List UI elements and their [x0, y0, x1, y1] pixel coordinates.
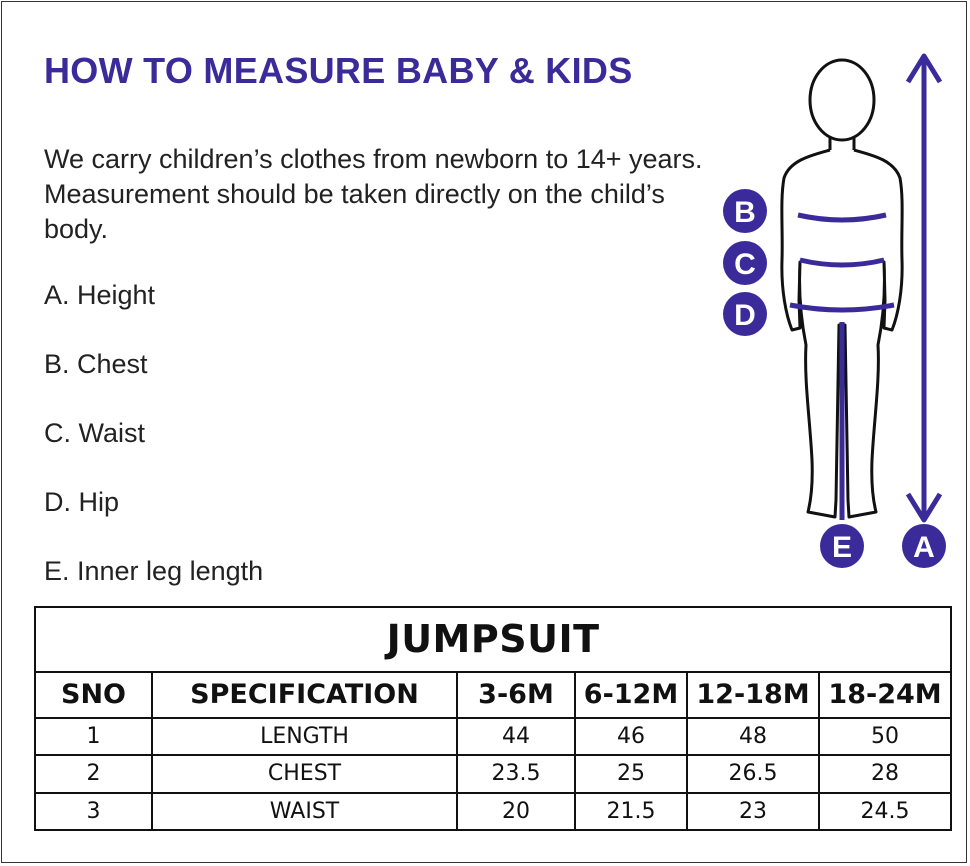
table-cell: 44	[457, 718, 575, 755]
table-row	[35, 755, 951, 792]
table-cell: 50	[819, 718, 951, 755]
table-cell: 25	[575, 755, 687, 792]
chest-line	[798, 215, 886, 220]
hip-line	[790, 305, 894, 310]
measurement-waist: C. Waist	[44, 418, 145, 448]
column-header: 3-6M	[457, 672, 575, 718]
intro-text: We carry children’s clothes from newborn to 14+ years. Measurement should be taken directly on the child’s body.	[44, 144, 703, 244]
table-header-row	[35, 672, 951, 718]
table-row	[35, 793, 951, 830]
measurement-inner-leg: E. Inner leg length	[44, 556, 264, 586]
marker-c-label: C	[734, 248, 756, 281]
column-header: SNO	[35, 672, 152, 718]
page-title: HOW TO MEASURE BABY & KIDS	[44, 50, 633, 91]
column-header: 18-24M	[819, 672, 951, 718]
table-cell: LENGTH	[152, 718, 457, 755]
column-header: 6-12M	[575, 672, 687, 718]
column-header: 12-18M	[687, 672, 819, 718]
marker-e	[820, 524, 864, 568]
marker-a-label: A	[913, 531, 935, 564]
marker-e-label: E	[831, 531, 853, 564]
child-body-diagram	[715, 40, 970, 580]
measurement-chest: B. Chest	[44, 349, 148, 379]
marker-b-label: B	[734, 196, 756, 229]
column-header: SPECIFICATION	[152, 672, 457, 718]
table-cell: 23.5	[457, 755, 575, 792]
table-cell: 28	[819, 755, 951, 792]
measurement-hip: D. Hip	[44, 487, 120, 517]
table-cell: 1	[35, 718, 152, 755]
measurement-height: A. Height	[44, 280, 156, 310]
table-caption: JUMPSUIT	[35, 607, 951, 672]
marker-c	[723, 241, 767, 285]
marker-b	[723, 189, 767, 233]
table-cell: 3	[35, 793, 152, 830]
size-chart-table	[34, 606, 952, 831]
table-cell: 23	[687, 793, 819, 830]
table-cell: WAIST	[152, 793, 457, 830]
table-cell: 20	[457, 793, 575, 830]
table-cell: 48	[687, 718, 819, 755]
waist-line	[800, 260, 884, 265]
marker-d-label: D	[734, 299, 756, 332]
table-row	[35, 718, 951, 755]
table-cell: 24.5	[819, 793, 951, 830]
table-cell: 21.5	[575, 793, 687, 830]
table-cell: CHEST	[152, 755, 457, 792]
table-cell: 46	[575, 718, 687, 755]
figure-head	[810, 60, 874, 140]
marker-d	[723, 292, 767, 336]
table-cell: 2	[35, 755, 152, 792]
marker-a	[902, 524, 946, 568]
table-cell: 26.5	[687, 755, 819, 792]
